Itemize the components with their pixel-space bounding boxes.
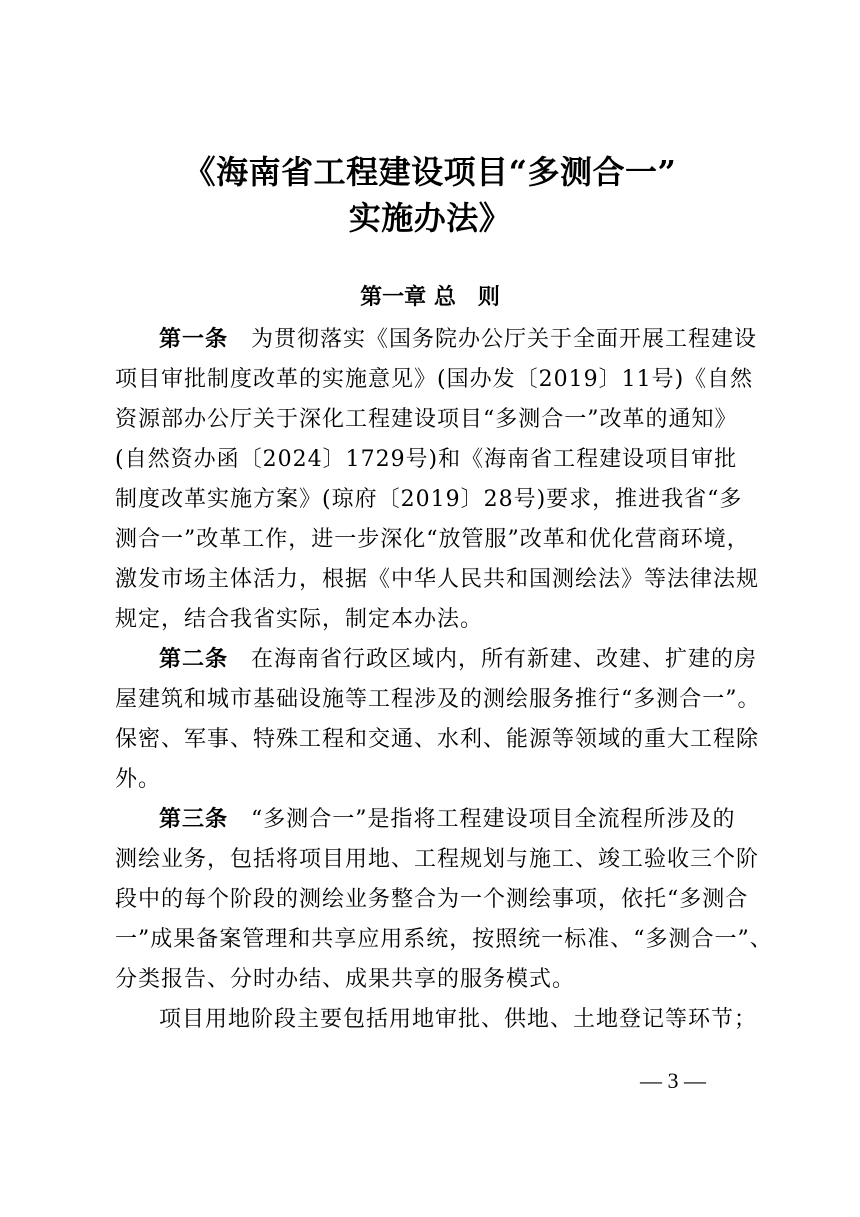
page-number: — 3 — — [640, 1068, 706, 1093]
chapter-heading: 第一章 总 则 — [360, 284, 500, 310]
article-2-line-4: 外。 — [115, 767, 162, 792]
article-3-line-5: 分类报告、分时办结、成果共享的服务模式。 — [115, 967, 576, 992]
article-2-label: 第二条 — [159, 647, 229, 672]
article-2-line-1 — [115, 640, 758, 680]
article-1-line-1 — [115, 320, 758, 360]
article-1-text: 为贯彻落实《国务院办公厅关于全面开展工程建设 — [228, 327, 758, 352]
article-3-line-3: 段中的每个阶段的测绘业务整合为一个测绘事项，依托“多测合 — [115, 887, 749, 912]
article-1-label: 第一条 — [159, 327, 229, 352]
article-3-line-2: 测绘业务，包括将项目用地、工程规划与施工、竣工验收三个阶 — [115, 847, 760, 872]
article-2-text: 在海南省行政区域内，所有新建、改建、扩建的房 — [228, 647, 758, 672]
article-2-line-2: 屋建筑和城市基础设施等工程涉及的测绘服务推行“多测合一”。 — [115, 687, 761, 712]
paragraph-land-stage: 项目用地阶段主要包括用地审批、供地、土地登记等环节； — [159, 1007, 758, 1032]
article-1-line-8: 规定，结合我省实际，制定本办法。 — [115, 607, 484, 632]
article-3-text: “多测合一”是指将工程建设项目全流程所涉及的 — [228, 807, 736, 832]
article-3-line-4: 一”成果备案管理和共享应用系统，按照统一标准、“多测合一”、 — [115, 927, 773, 952]
article-1-line-5: 制度改革实施方案》(琼府〔2019〕28号)要求，推进我省“多 — [115, 487, 743, 512]
article-1-line-2: 项目审批制度改革的实施意见》(国办发〔2019〕11号)《自然 — [115, 367, 754, 392]
document-title-line-1: 《海南省工程建设项目“多测合一” — [183, 153, 677, 191]
document-body — [115, 320, 773, 1040]
article-1-line-7: 激发市场主体活力，根据《中华人民共和国测绘法》等法律法规 — [115, 567, 760, 592]
article-2-line-3: 保密、军事、特殊工程和交通、水利、能源等领域的重大工程除 — [115, 727, 760, 752]
article-3-line-1 — [115, 800, 755, 840]
article-3-label: 第三条 — [159, 807, 229, 832]
article-1-line-4: (自然资办函〔2024〕1729号)和《海南省工程建设项目审批 — [115, 447, 738, 472]
document-title-line-2: 实施办法》 — [348, 199, 512, 237]
article-1-line-6: 测合一”改革工作，进一步深化“放管服”改革和优化营商环境， — [115, 527, 750, 552]
article-1-line-3: 资源部办公厅关于深化工程建设项目“多测合一”改革的通知》 — [115, 407, 738, 432]
